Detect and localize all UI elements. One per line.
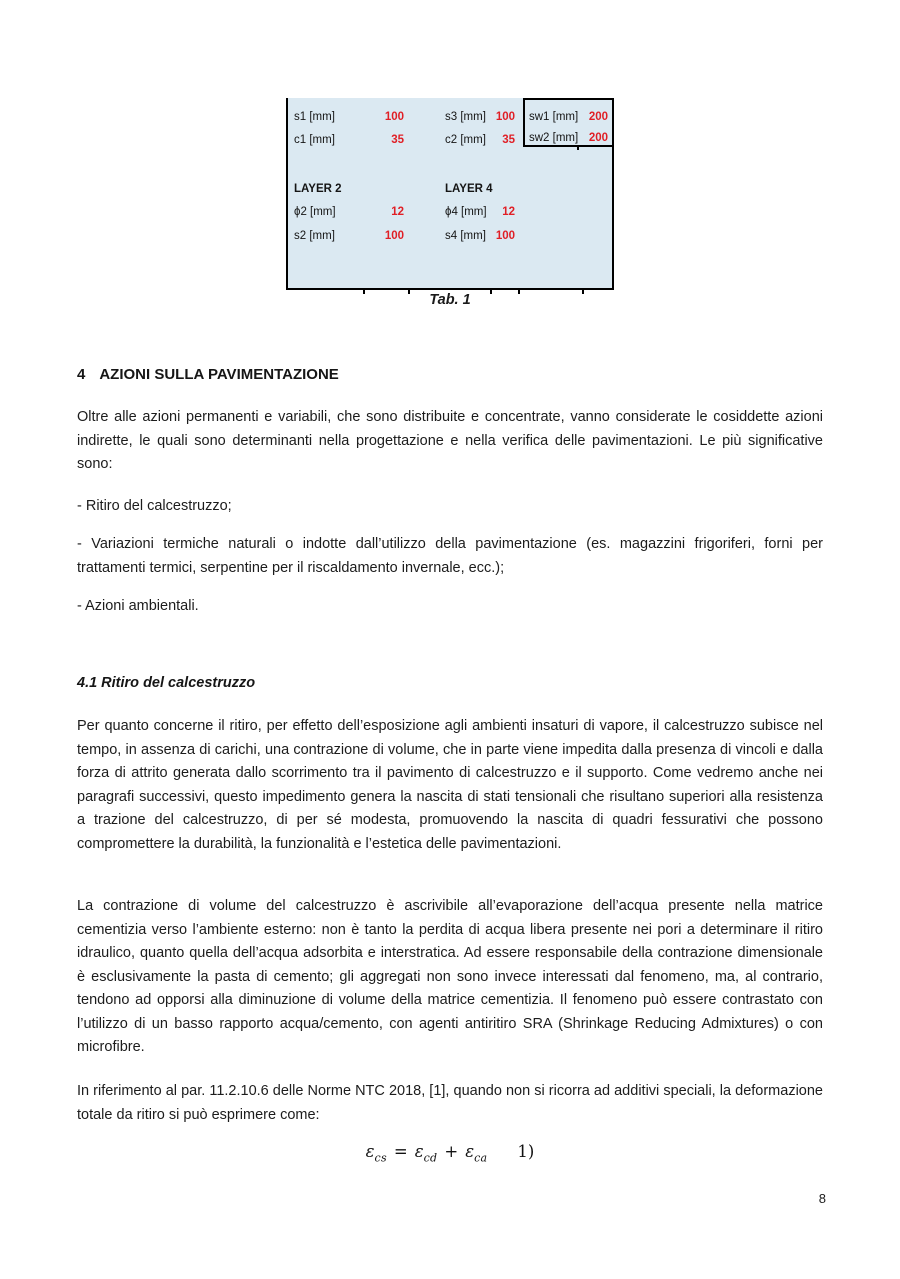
sw-values-box (523, 98, 612, 147)
list-item-variazioni: - Variazioni termiche naturali o indotte dall’utilizzo della pavimentazione (es. magazzini frigoriferi, forni per trattamenti termici, serpentine per il riscaldamento invernale, ecc.); (77, 536, 823, 576)
subscript-cd: cd (423, 1151, 438, 1165)
table-cell-value: 200 (588, 111, 608, 123)
table-cell-value: 100 (384, 230, 404, 242)
table-cell-label: c1 [mm] (294, 134, 335, 146)
table-cell-label: s4 [mm] (445, 230, 486, 242)
epsilon-ca: ε (465, 1142, 475, 1161)
table-1-panel (286, 98, 614, 290)
subsection-heading: 4.1 Ritiro del calcestruzzo (77, 675, 256, 691)
table-cell-value: 35 (391, 134, 404, 146)
table-cell-label: c2 [mm] (445, 134, 486, 146)
equation-number: 1) (517, 1142, 535, 1161)
paragraph-ritiro-1: Per quanto concerne il ritiro, per effetto dell’esposizione agli ambienti insaturi di vapore, il calcestruzzo subisce nel tempo, in assenza di carichi, una contrazione di volume, che in parte viene impedita dalla presenza di vincoli e dalla forza di attrito generata dallo scorrimento tra il pavimento di calcestruzzo e il supporto. Come vedremo anche nei paragrafi successivi, questo impedimento genera la nascita di stati tensionali che risultano superiori alla resistenza a trazione del calcestruzzo, di per sé modesta, promuovendo la nascita di quadri fessurativi che possono compromettere la durabilità, la funzionalità e l’estetica delle pavimentazioni. (77, 718, 823, 852)
equals-sign: = (393, 1142, 408, 1161)
paragraph-ritiro-2: La contrazione di volume del calcestruzzo è ascrivibile all’evaporazione dell’acqua presente nella matrice cementizia verso l’ambiente esterno: non è tanto la perdita di acqua libera presente nei pori a determinare il ritiro idraulico, quanto quella dell’acqua adsorbita e interstratica. Ad essere responsabile della contrazione dimensionale è esclusivamente la pasta di cemento; gli aggregati non sono invece interessati dal fenomeno, ma, al contrario, tendono ad opporsi alla diminuzione di volume della matrice cementizia. Il fenomeno può essere contrastato con l’utilizzo di un basso rapporto acqua/cemento, con agenti antiritiro SRA (Shrinkage Reducing Admixtures) o con microfibre. (77, 898, 823, 1055)
plus-sign: + (444, 1142, 459, 1161)
list-item-ritiro: - Ritiro del calcestruzzo; (77, 498, 232, 514)
axis-tick (577, 146, 579, 150)
page-number: 8 (818, 1191, 826, 1206)
table-cell-value: 12 (502, 206, 515, 218)
section-number: 4 (77, 366, 86, 383)
section-heading (77, 366, 823, 383)
subscript-ca: ca (474, 1151, 488, 1165)
layer4-header: LAYER 4 (445, 183, 493, 195)
epsilon-cs: ε (365, 1142, 375, 1161)
table-cell-value: 100 (495, 111, 515, 123)
subscript-cs: cs (374, 1151, 387, 1165)
paragraph-intro: Oltre alle azioni permanenti e variabili, che sono distribuite e concentrate, vanno considerate le cosiddette azioni indirette, le quali sono determinanti nella progettazione e nella verifica delle pavimentazioni. Le più significative sono: (77, 409, 823, 472)
paragraph-ntc: In riferimento al par. 11.2.10.6 delle Norme NTC 2018, [1], quando non si ricorra ad additivi speciali, la deformazione totale da ritiro si può esprimere come: (77, 1083, 823, 1123)
table-cell-label: s1 [mm] (294, 111, 335, 123)
shrinkage-formula (77, 1142, 823, 1164)
layer2-header: LAYER 2 (294, 183, 342, 195)
table-cell-label: sw2 [mm] (529, 132, 579, 144)
table-caption: Tab. 1 (429, 292, 471, 308)
table-cell-label: s3 [mm] (445, 111, 486, 123)
table-cell-label: sw1 [mm] (529, 111, 579, 123)
section-title: AZIONI SULLA PAVIMENTAZIONE (99, 366, 339, 383)
list-item-ambientali: - Azioni ambientali. (77, 598, 199, 614)
table-cell-value: 100 (384, 111, 404, 123)
table-cell-label: ϕ2 [mm] (294, 206, 336, 218)
table-cell-value: 200 (588, 132, 608, 144)
table-cell-value: 12 (391, 206, 404, 218)
table-cell-value: 35 (502, 134, 515, 146)
table-cell-value: 100 (495, 230, 515, 242)
epsilon-cd: ε (414, 1142, 424, 1161)
table-cell-label: s2 [mm] (294, 230, 335, 242)
table-cell-label: ϕ4 [mm] (445, 206, 487, 218)
